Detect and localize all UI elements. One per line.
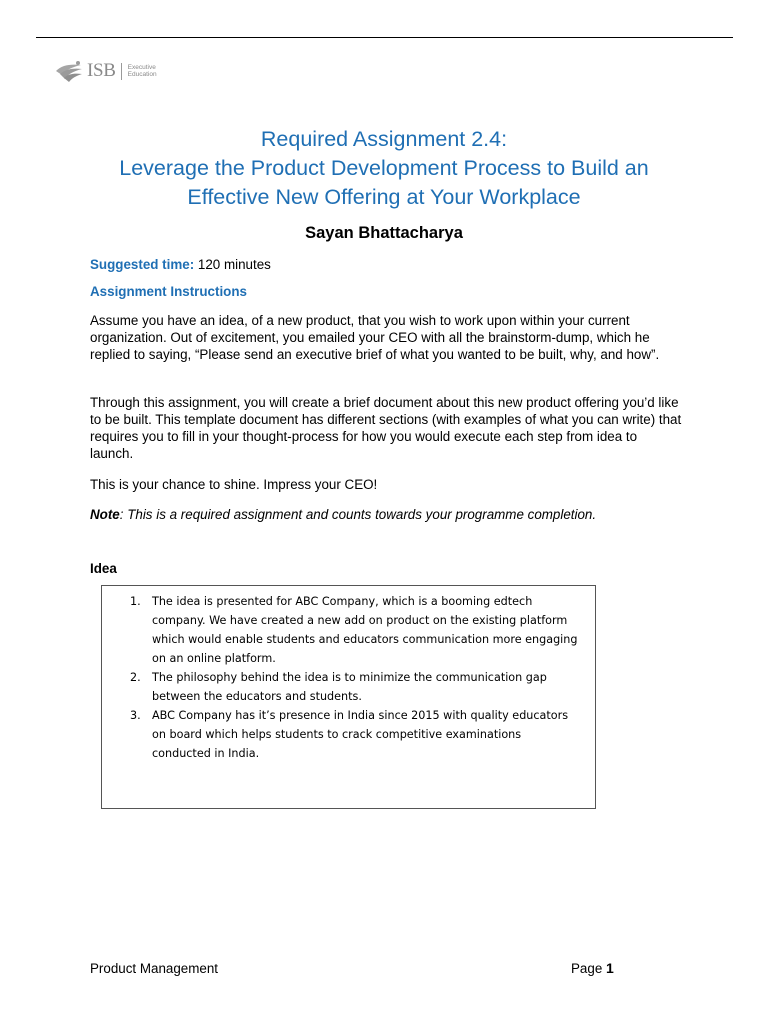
note-text: : This is a required assignment and counts towards your programme completion. bbox=[119, 507, 597, 522]
page-number: 1 bbox=[606, 960, 614, 976]
idea-list-item bbox=[102, 668, 595, 706]
logo-subtitle: Executive Education bbox=[127, 64, 157, 78]
logo-separator bbox=[121, 63, 122, 80]
idea-box bbox=[101, 585, 596, 809]
list-item-text: The idea is presented for ABC Company, which is a booming edtech company. We have created a new add on product on the existing platform which would enable students and educators communication more engaging on an online platform. bbox=[152, 595, 578, 665]
suggested-time-value: 120 minutes bbox=[194, 257, 271, 272]
note-label: Note bbox=[90, 507, 120, 522]
instructions-paragraph-1: Assume you have an idea, of a new product, that you wish to work upon within your current organization. Out of excitement, you emailed your CEO with all the brainstorm-dump, which he replied to saying, “Please send an executive brief of what you wanted to be built, why, and how”. bbox=[90, 313, 660, 362]
logo-wordmark: ISB bbox=[87, 60, 116, 81]
list-number: 1. bbox=[130, 595, 141, 608]
suggested-time bbox=[90, 256, 682, 273]
instructions-paragraph-2: Through this assignment, you will create a brief document about this new product offering you’d like to be built. This template document has different sections (with examples of what you can write) that requires you to fill in your thought-process for how you would execute each step from idea to launch. bbox=[90, 395, 682, 461]
list-item-text: ABC Company has it’s presence in India since 2015 with quality educators on board which helps students to crack competitive examinations conducted in India. bbox=[152, 709, 569, 760]
instructions-paragraph-3: This is your chance to shine. Impress your CEO! bbox=[90, 477, 378, 492]
header-rule bbox=[36, 37, 733, 38]
isb-bird-icon bbox=[54, 59, 84, 83]
list-number: 3. bbox=[130, 709, 141, 722]
list-number: 2. bbox=[130, 671, 141, 684]
title-line-3: Effective New Offering at Your Workplace bbox=[187, 185, 581, 209]
idea-list bbox=[102, 592, 595, 763]
isb-logo bbox=[54, 58, 157, 84]
idea-heading: Idea bbox=[90, 561, 117, 576]
footer-course-name: Product Management bbox=[90, 961, 219, 976]
footer-page-number bbox=[571, 960, 614, 976]
suggested-time-label: Suggested time: bbox=[90, 257, 195, 272]
note-paragraph bbox=[90, 506, 682, 523]
document-title bbox=[60, 125, 708, 212]
title-line-2: Leverage the Product Development Process to Build an bbox=[119, 156, 649, 180]
title-line-1: Required Assignment 2.4: bbox=[260, 127, 508, 151]
instructions-heading: Assignment Instructions bbox=[90, 284, 247, 299]
author-name: Sayan Bhattacharya bbox=[305, 224, 463, 242]
list-item-text: The philosophy behind the idea is to minimize the communication gap between the educators and students. bbox=[152, 671, 547, 703]
page-label: Page bbox=[571, 961, 606, 976]
idea-list-item bbox=[102, 706, 595, 763]
idea-list-item bbox=[102, 592, 595, 668]
